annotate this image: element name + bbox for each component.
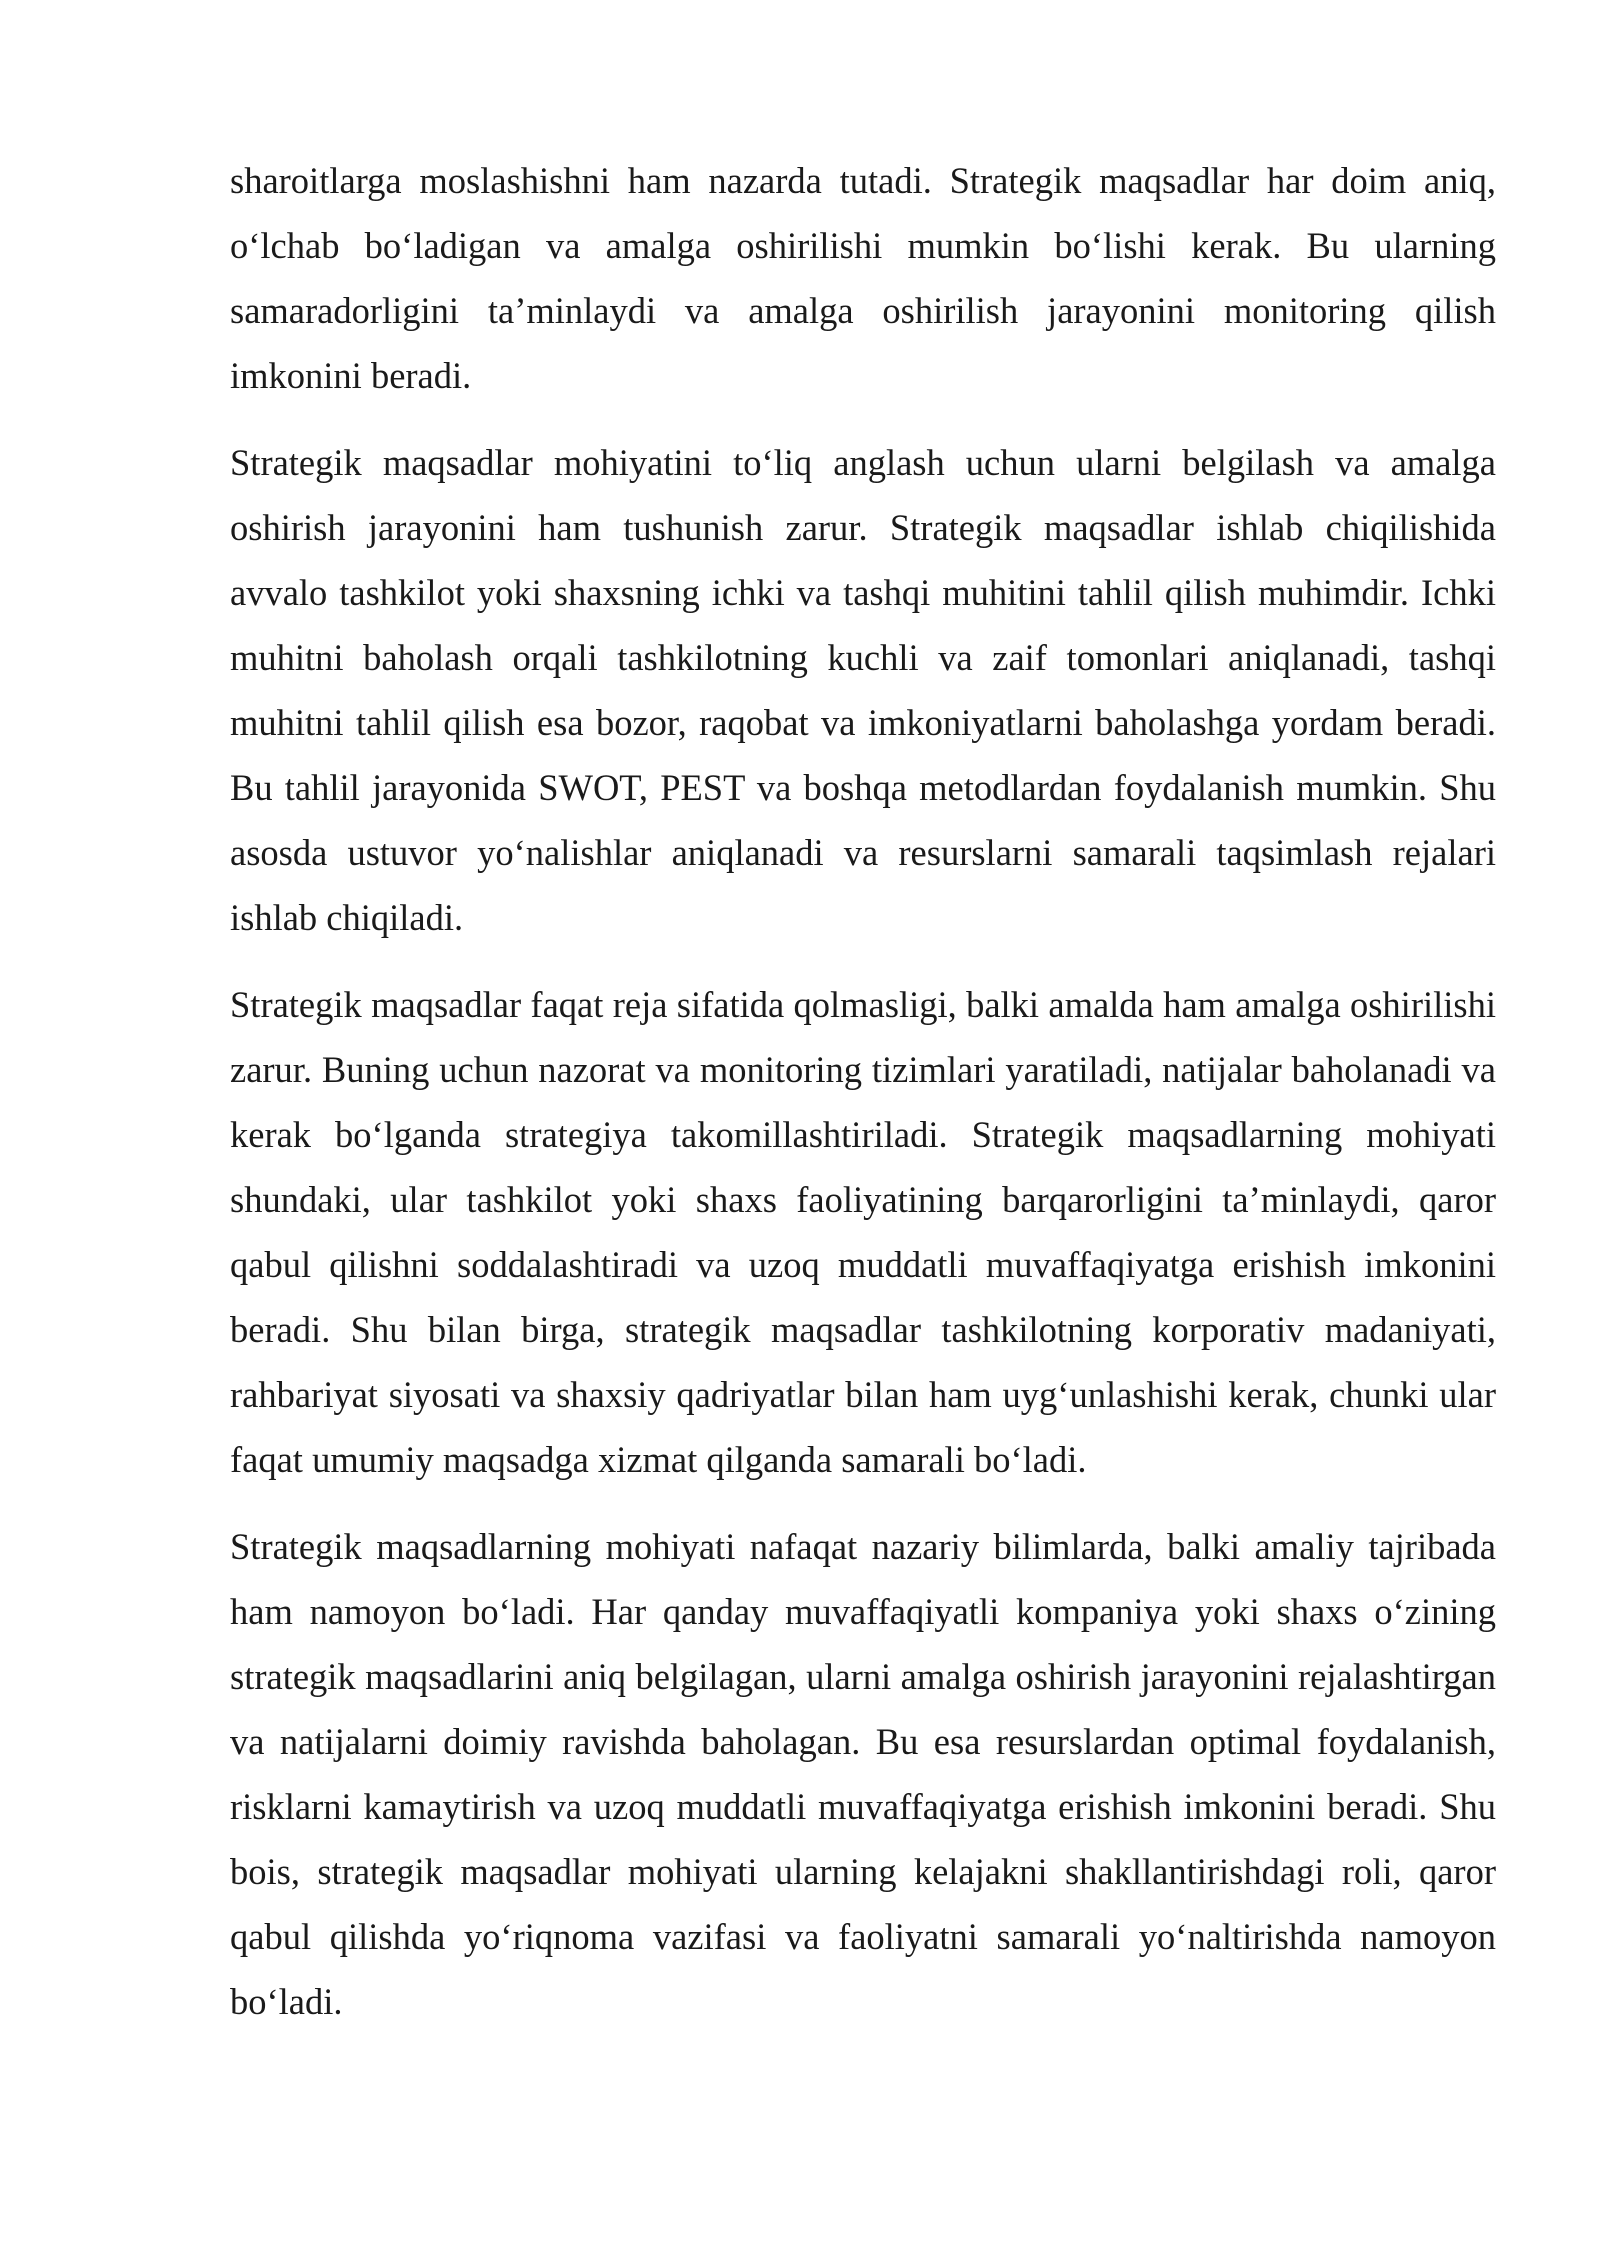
paragraph-2: Strategik maqsadlar mohiyatini to‘liq anglash uchun ularni belgilash va amalga oshirish jarayonini ham tushunish zarur. Strategik maqsadlar ishlab chiqilishida avvalo tashkilot yoki shaxsning ichki va tashqi muhitini tahlil qilish muhimdir. Ichki muhitni baholash orqali tashkilotning kuchli va zaif tomonlari aniqlanadi, tashqi muhitni tahlil qilish esa bozor, raqobat va imkoniyatlarni baholashga yordam beradi. Bu tahlil jarayonida SWOT, PEST va boshqa metodlardan foydalanish mumkin. Shu asosda ustuvor yo‘nalishlar aniqlanadi va resurslarni samarali taqsimlash rejalari ishlab chiqiladi. <box>230 442 1496 938</box>
paragraph-1: sharoitlarga moslashishni ham nazarda tutadi. Strategik maqsadlar har doim aniq, o‘lchab bo‘ladigan va amalga oshirilishi mumkin bo‘lishi kerak. Bu ularning samaradorligini ta’minlaydi va amalga oshirilish jarayonini monitoring qilish imkonini beradi. <box>230 160 1496 396</box>
body-text <box>230 148 1496 2034</box>
paragraph-4: Strategik maqsadlarning mohiyati nafaqat nazariy bilimlarda, balki amaliy tajribada ham namoyon bo‘ladi. Har qanday muvaffaqiyatli kompaniya yoki shaxs o‘zining strategik maqsadlarini aniq belgilagan, ularni amalga oshirish jarayonini rejalashtirgan va natijalarni doimiy ravishda baholagan. Bu esa resurslardan optimal foydalanish, risklarni kamaytirish va uzoq muddatli muvaffaqiyatga erishish imkonini beradi. Shu bois, strategik maqsadlar mohiyati ularning kelajakni shakllantirishdagi roli, qaror qabul qilishda yo‘riqnoma vazifasi va faoliyatni samarali yo‘naltirishda namoyon bo‘ladi. <box>230 1526 1496 2022</box>
paragraph-3: Strategik maqsadlar faqat reja sifatida qolmasligi, balki amalda ham amalga oshirilishi zarur. Buning uchun nazorat va monitoring tizimlari yaratiladi, natijalar baholanadi va kerak bo‘lganda strategiya takomillashtiriladi. Strategik maqsadlarning mohiyati shundaki, ular tashkilot yoki shaxs faoliyatining barqarorligini ta’minlaydi, qaror qabul qilishni soddalashtiradi va uzoq muddatli muvaffaqiyatga erishish imkonini beradi. Shu bilan birga, strategik maqsadlar tashkilotning korporativ madaniyati, rahbariyat siyosati va shaxsiy qadriyatlar bilan ham uyg‘unlashishi kerak, chunki ular faqat umumiy maqsadga xizmat qilganda samarali bo‘ladi. <box>230 984 1496 1480</box>
